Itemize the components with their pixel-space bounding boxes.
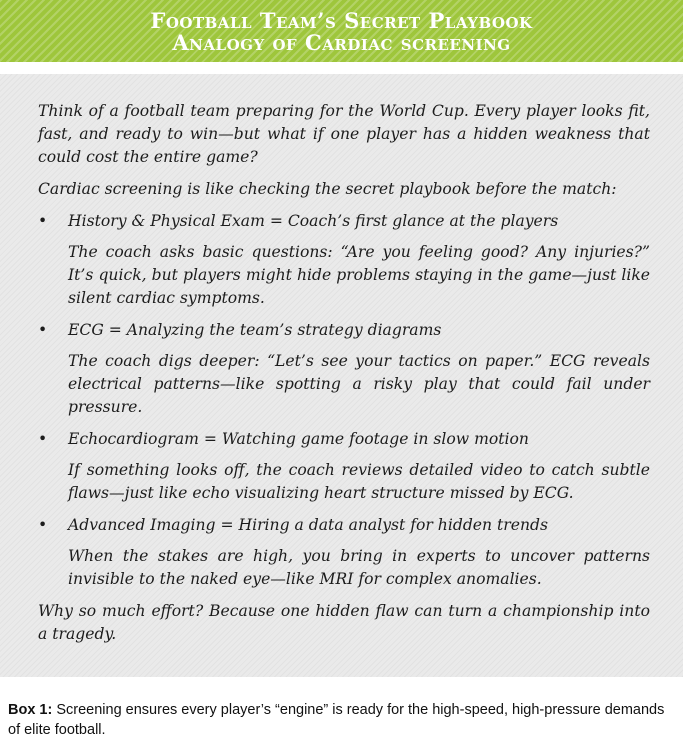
list-item-description: The coach asks basic questions: “Are you feeling good? Any injuries?” It’s quick, but players might hide problems staying in the game—just like silent cardiac symptoms. (68, 243, 650, 307)
bullet-icon: • (38, 430, 48, 448)
caption-text: Screening ensures every player’s “engine” is ready for the high-speed, high-pressure demands of elite football. (8, 702, 665, 738)
box-header (0, 0, 683, 62)
list-item-description: If something looks off, the coach reviews detailed video to catch subtle flaws—just like echo visualizing heart structure missed by ECG. (68, 461, 650, 502)
list-item-title: History & Physical Exam = Coach’s first glance at the players (68, 212, 559, 230)
list-item-description: The coach digs deeper: “Let’s see your tactics on paper.” ECG reveals electrical patterns—like spotting a risky play that could fail under pressure. (68, 352, 650, 416)
list-item (38, 428, 650, 505)
header-title-line-2: Analogy of Cardiac screening (172, 30, 511, 55)
list-item (38, 514, 650, 591)
list-item (38, 210, 650, 310)
list-item-description: When the stakes are high, you bring in experts to uncover patterns invisible to the naked eye—like MRI for complex anomalies. (68, 547, 650, 588)
box-content (38, 100, 650, 655)
intro-paragraph: Think of a football team preparing for the World Cup. Every player looks fit, fast, and ready to win—but what if one player has a hidden weakness that could cost the entire game? (38, 102, 650, 166)
box-caption (8, 700, 668, 740)
list-item-title: ECG = Analyzing the team’s strategy diagrams (68, 321, 442, 339)
lead-paragraph: Cardiac screening is like checking the secret playbook before the match: (38, 180, 617, 198)
list-item-title: Advanced Imaging = Hiring a data analyst for hidden trends (68, 516, 549, 534)
list-item-title: Echocardiogram = Watching game footage in slow motion (68, 430, 529, 448)
header-title-line-1: Football Team’s Secret Playbook (150, 8, 533, 33)
caption-label: Box 1: (8, 702, 53, 718)
bullet-icon: • (38, 212, 48, 230)
list-item (38, 319, 650, 419)
closing-paragraph: Why so much effort? Because one hidden flaw can turn a championship into a tragedy. (38, 602, 650, 643)
bullet-icon: • (38, 321, 48, 339)
bullet-icon: • (38, 516, 48, 534)
